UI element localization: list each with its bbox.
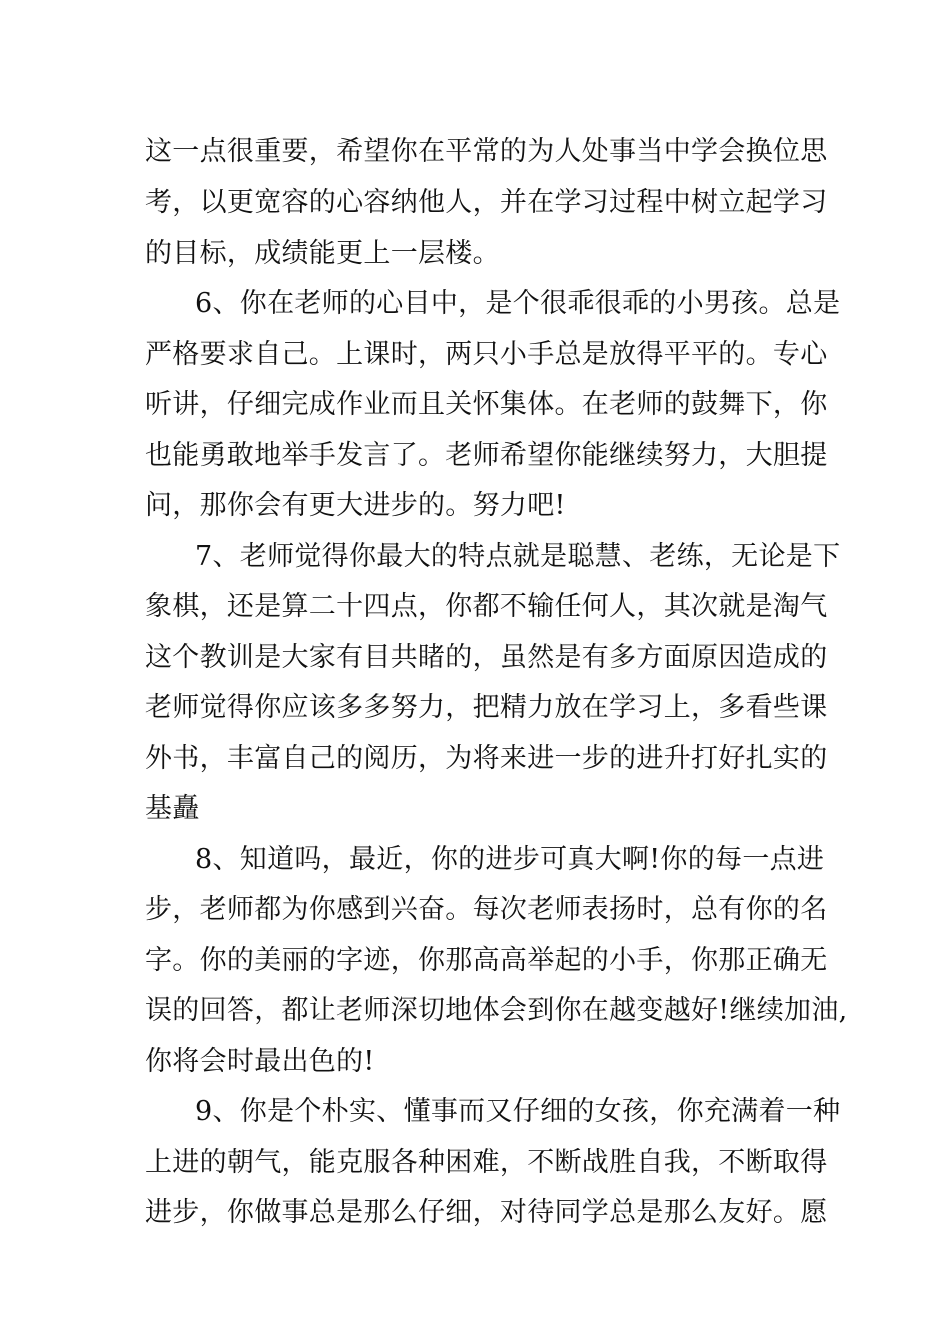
text-line: 你将会时最出色的!	[145, 1046, 375, 1077]
text-line: 上进的朝气，能克服各种困难，不断战胜自我，不断取得	[145, 1147, 828, 1178]
text-line: 严格要求自己。上课时，两只小手总是放得平平的。专心	[145, 339, 828, 370]
text-line: 听讲，仔细完成作业而且关怀集体。在老师的鼓舞下，你	[145, 389, 828, 420]
text-line: 问，那你会有更大进步的。努力吧!	[145, 490, 566, 521]
paragraph-start-9: 9、你是个朴实、懂事而又仔细的女孩，你充满着一种	[195, 1096, 841, 1127]
paragraph-start-6: 6、你在老师的心目中，是个很乖很乖的小男孩。总是	[195, 288, 841, 319]
text-line: 也能勇敢地举手发言了。老师希望你能继续努力，大胆提	[145, 440, 828, 471]
text-line: 字。你的美丽的字迹，你那高高举起的小手，你那正确无	[145, 945, 828, 976]
text-line: 误的回答，都让老师深切地体会到你在越变越好!继续加油,	[145, 995, 848, 1026]
text-line: 的目标，成绩能更上一层楼。	[145, 238, 500, 269]
text-line: 步，老师都为你感到兴奋。每次老师表扬时，总有你的名	[145, 894, 828, 925]
text-line: 基矗	[145, 793, 200, 824]
text-line: 老师觉得你应该多多努力，把精力放在学习上，多看些课	[145, 692, 828, 723]
paragraph-start-7: 7、老师觉得你最大的特点就是聪慧、老练，无论是下	[195, 541, 841, 572]
text-line: 考，以更宽容的心容纳他人，并在学习过程中树立起学习	[145, 187, 828, 218]
text-line: 这一点很重要，希望你在平常的为人处事当中学会换位思	[145, 136, 828, 167]
text-line: 进步，你做事总是那么仔细，对待同学总是那么友好。愿	[145, 1197, 828, 1228]
text-line: 这个教训是大家有目共睹的，虽然是有多方面原因造成的	[145, 642, 828, 673]
text-line: 象棋，还是算二十四点，你都不输任何人，其次就是淘气	[145, 591, 828, 622]
text-line: 外书，丰富自己的阅历，为将来进一步的进升打好扎实的	[145, 743, 828, 774]
paragraph-start-8: 8、知道吗，最近，你的进步可真大啊!你的每一点进	[195, 844, 825, 875]
